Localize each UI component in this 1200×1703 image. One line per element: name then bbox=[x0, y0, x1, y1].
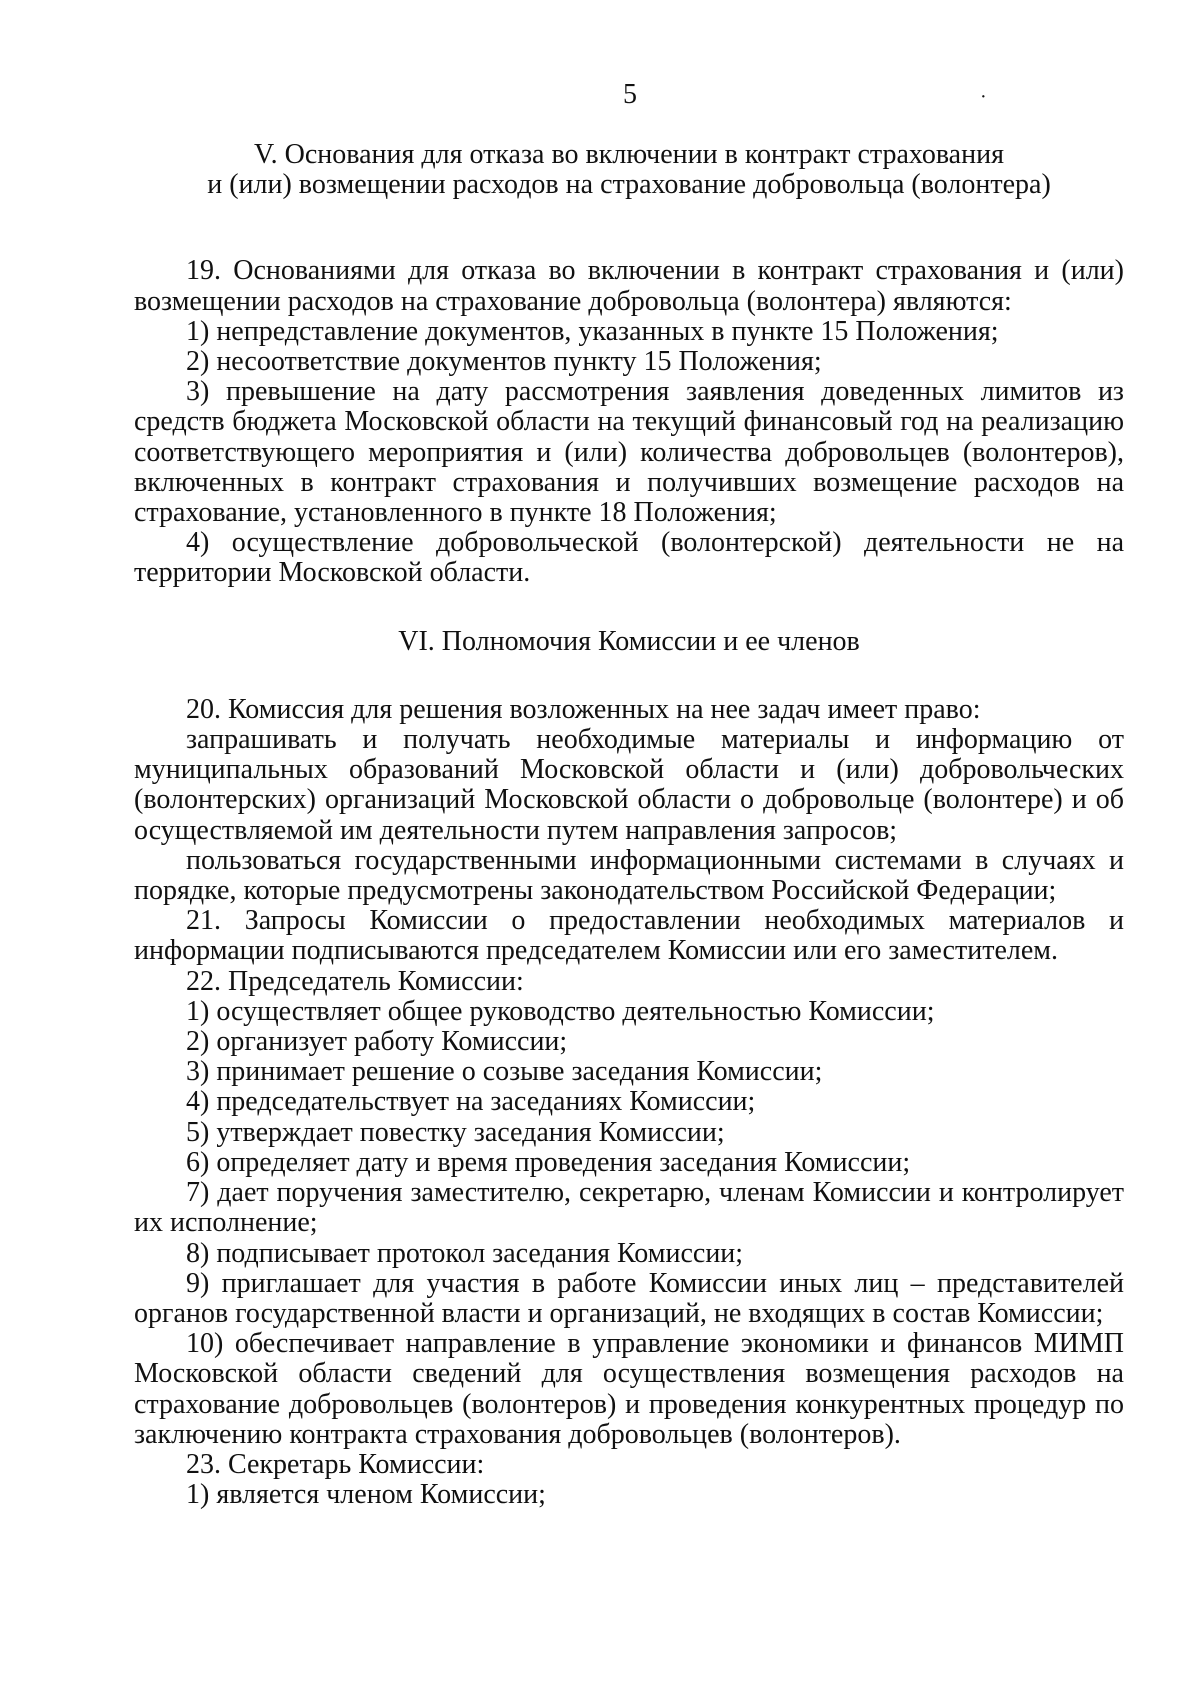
list-item: 5) утверждает повестку заседания Комиссии; bbox=[186, 1116, 725, 1148]
section-6-title: VI. Полномочия Комиссии и ее членов bbox=[398, 625, 860, 657]
list-item: 1) осуществляет общее руководство деятельностью Комиссии; bbox=[186, 995, 935, 1027]
list-item: 8) подписывает протокол заседания Комиссии; bbox=[186, 1237, 744, 1269]
list-item: 3) превышение на дату рассмотрения заявления доведенных лимитов из средств бюджета Московской области на текущий финансовый год на реализацию соответствующего мероприятия и (или) количества добровольцев (волонтеров), включенных в контракт страхования и получивших возмещение расходов на страхование, установленного в пункте 18 Положения; bbox=[134, 376, 1124, 529]
list-item: 6) определяет дату и время проведения заседания Комиссии; bbox=[186, 1146, 911, 1178]
paragraph: запрашивать и получать необходимые материалы и информацию от муниципальных образований Московской области и (или) добровольческих (волонтерских) организаций Московской области о добровольце (волонтере) и об осуществляемой им деятельности путем направления запросов; bbox=[134, 724, 1124, 846]
list-item: 2) несоответствие документов пункту 15 Положения; bbox=[186, 346, 822, 378]
section-5-title-line-1: V. Основания для отказа во включении в контракт страхования bbox=[254, 139, 1004, 170]
list-item: 1) непредставление документов, указанных в пункте 15 Положения; bbox=[186, 315, 999, 347]
list-item: 1) является членом Комиссии; bbox=[186, 1479, 546, 1511]
section-5-title-line-2: и (или) возмещении расходов на страхование добровольца (волонтера) bbox=[207, 169, 1051, 201]
document-body bbox=[134, 140, 1124, 1510]
paragraph: 20. Комиссия для решения возложенных на нее задач имеет право: bbox=[186, 693, 981, 725]
scan-speck: · bbox=[980, 86, 987, 108]
page-number: 5 bbox=[623, 79, 637, 110]
list-item: 3) принимает решение о созыве заседания Комиссии; bbox=[186, 1056, 823, 1088]
paragraph: 21. Запросы Комиссии о предоставлении необходимых материалов и информации подписываются председателем Комиссии или его заместителем. bbox=[134, 905, 1124, 967]
list-item: 4) председательствует на заседаниях Комиссии; bbox=[186, 1086, 756, 1118]
list-item: 2) организует работу Комиссии; bbox=[186, 1026, 568, 1058]
list-item: 4) осуществление добровольческой (волонтерской) деятельности не на территории Московской области. bbox=[134, 527, 1124, 589]
paragraph: пользоваться государственными информационными системами в случаях и порядке, которые предусмотрены законодательством Российской Федерации; bbox=[134, 844, 1124, 907]
list-item: 9) приглашает для участия в работе Комиссии иных лиц – представителей органов государственной власти и организаций, не входящих в состав Комиссии; bbox=[134, 1267, 1124, 1329]
list-item: 7) дает поручения заместителю, секретарю, членам Комиссии и контролирует их исполнение; bbox=[134, 1177, 1124, 1239]
paragraph: 22. Председатель Комиссии: bbox=[186, 965, 524, 997]
paragraph: 19. Основаниями для отказа во включении в контракт страхования и (или) возмещении расходов на страхование добровольца (волонтера) являются: bbox=[134, 255, 1124, 317]
list-item: 10) обеспечивает направление в управление экономики и финансов МИМП Московской области сведений для осуществления возмещения расходов на страхование добровольцев (волонтеров) и проведения конкурентных процедур по заключению контракта страхования добровольцев (волонтеров). bbox=[134, 1328, 1124, 1450]
paragraph: 23. Секретарь Комиссии: bbox=[186, 1448, 485, 1480]
